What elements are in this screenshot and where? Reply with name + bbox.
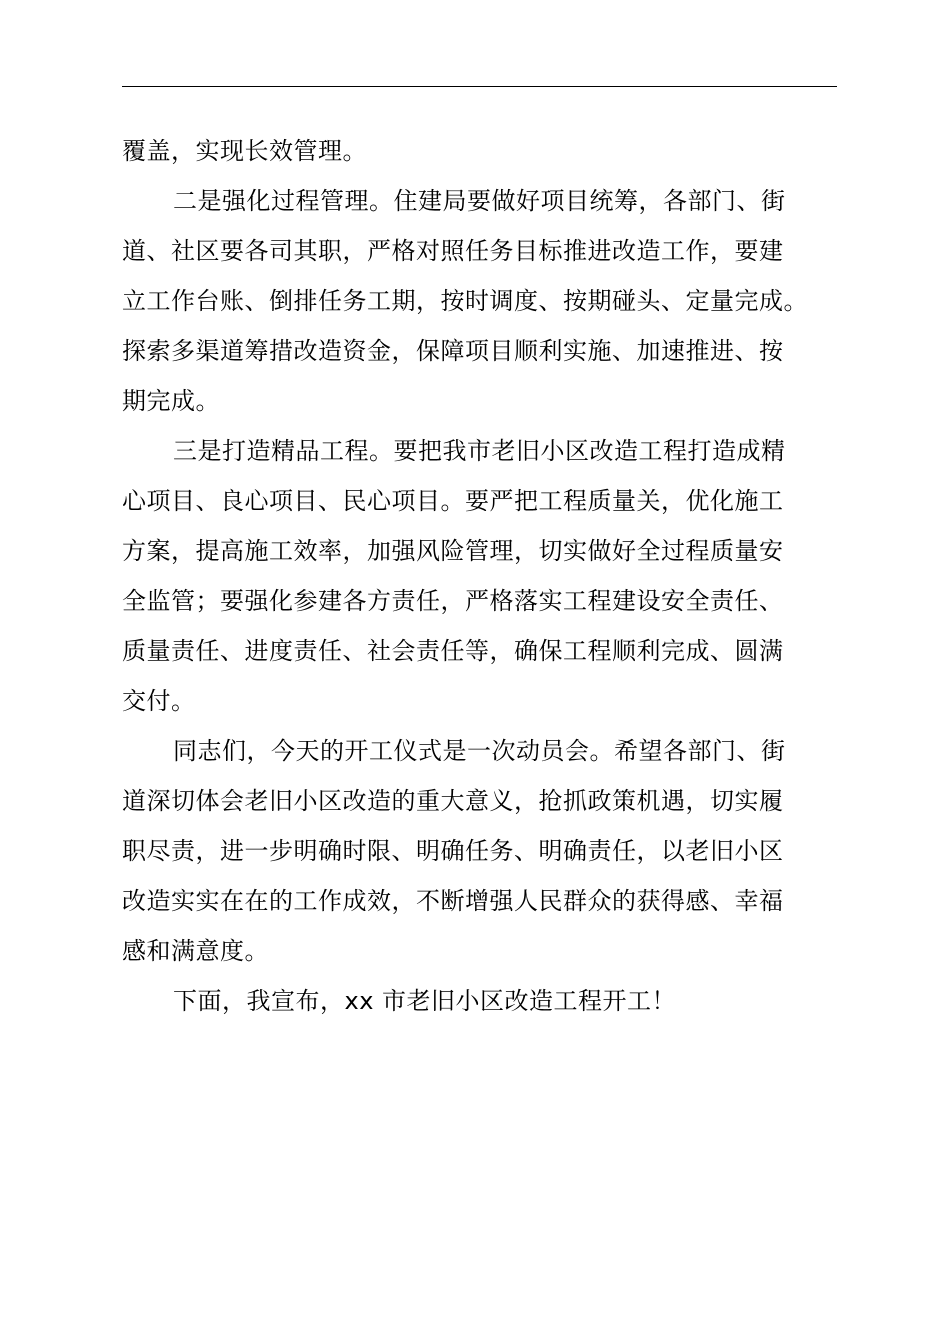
- text-line: 感和满意度。: [122, 937, 269, 965]
- text-line: 交付。: [122, 687, 196, 715]
- paragraph-first-line: 三是打造精品工程。要把我市老旧小区改造工程打造成精: [173, 437, 786, 465]
- text-line: 探索多渠道筹措改造资金，保障项目顺利实施、加速推进、按: [122, 337, 784, 365]
- header-rule: [122, 86, 837, 87]
- text-line: 道深切体会老旧小区改造的重大意义，抢抓政策机遇，切实履: [122, 787, 784, 815]
- document-body: [122, 126, 842, 1026]
- paragraph-first-line: 下面，我宣布，xx 市老旧小区改造工程开工！: [173, 987, 677, 1015]
- text-line: 心项目、良心项目、民心项目。要严把工程质量关，优化施工: [122, 487, 784, 515]
- text-line: 期完成。: [122, 387, 220, 415]
- text-line: 质量责任、进度责任、社会责任等，确保工程顺利完成、圆满: [122, 637, 784, 665]
- text-line: 立工作台账、倒排任务工期，按时调度、按期碰头、定量完成。: [122, 287, 808, 315]
- text-line: 道、社区要各司其职，严格对照任务目标推进改造工作，要建: [122, 237, 784, 265]
- paragraph-first-line: 同志们，今天的开工仪式是一次动员会。希望各部门、街: [173, 737, 786, 765]
- paragraph-first-line: 二是强化过程管理。住建局要做好项目统筹，各部门、街: [173, 187, 786, 215]
- text-line: 覆盖，实现长效管理。: [122, 137, 367, 165]
- text-line: 职尽责，进一步明确时限、明确任务、明确责任，以老旧小区: [122, 837, 784, 865]
- text-line: 方案，提高施工效率，加强风险管理，切实做好全过程质量安: [122, 537, 784, 565]
- text-line: 改造实实在在的工作成效，不断增强人民群众的获得感、幸福: [122, 887, 784, 915]
- text-line: 全监管；要强化参建各方责任，严格落实工程建设安全责任、: [122, 587, 784, 615]
